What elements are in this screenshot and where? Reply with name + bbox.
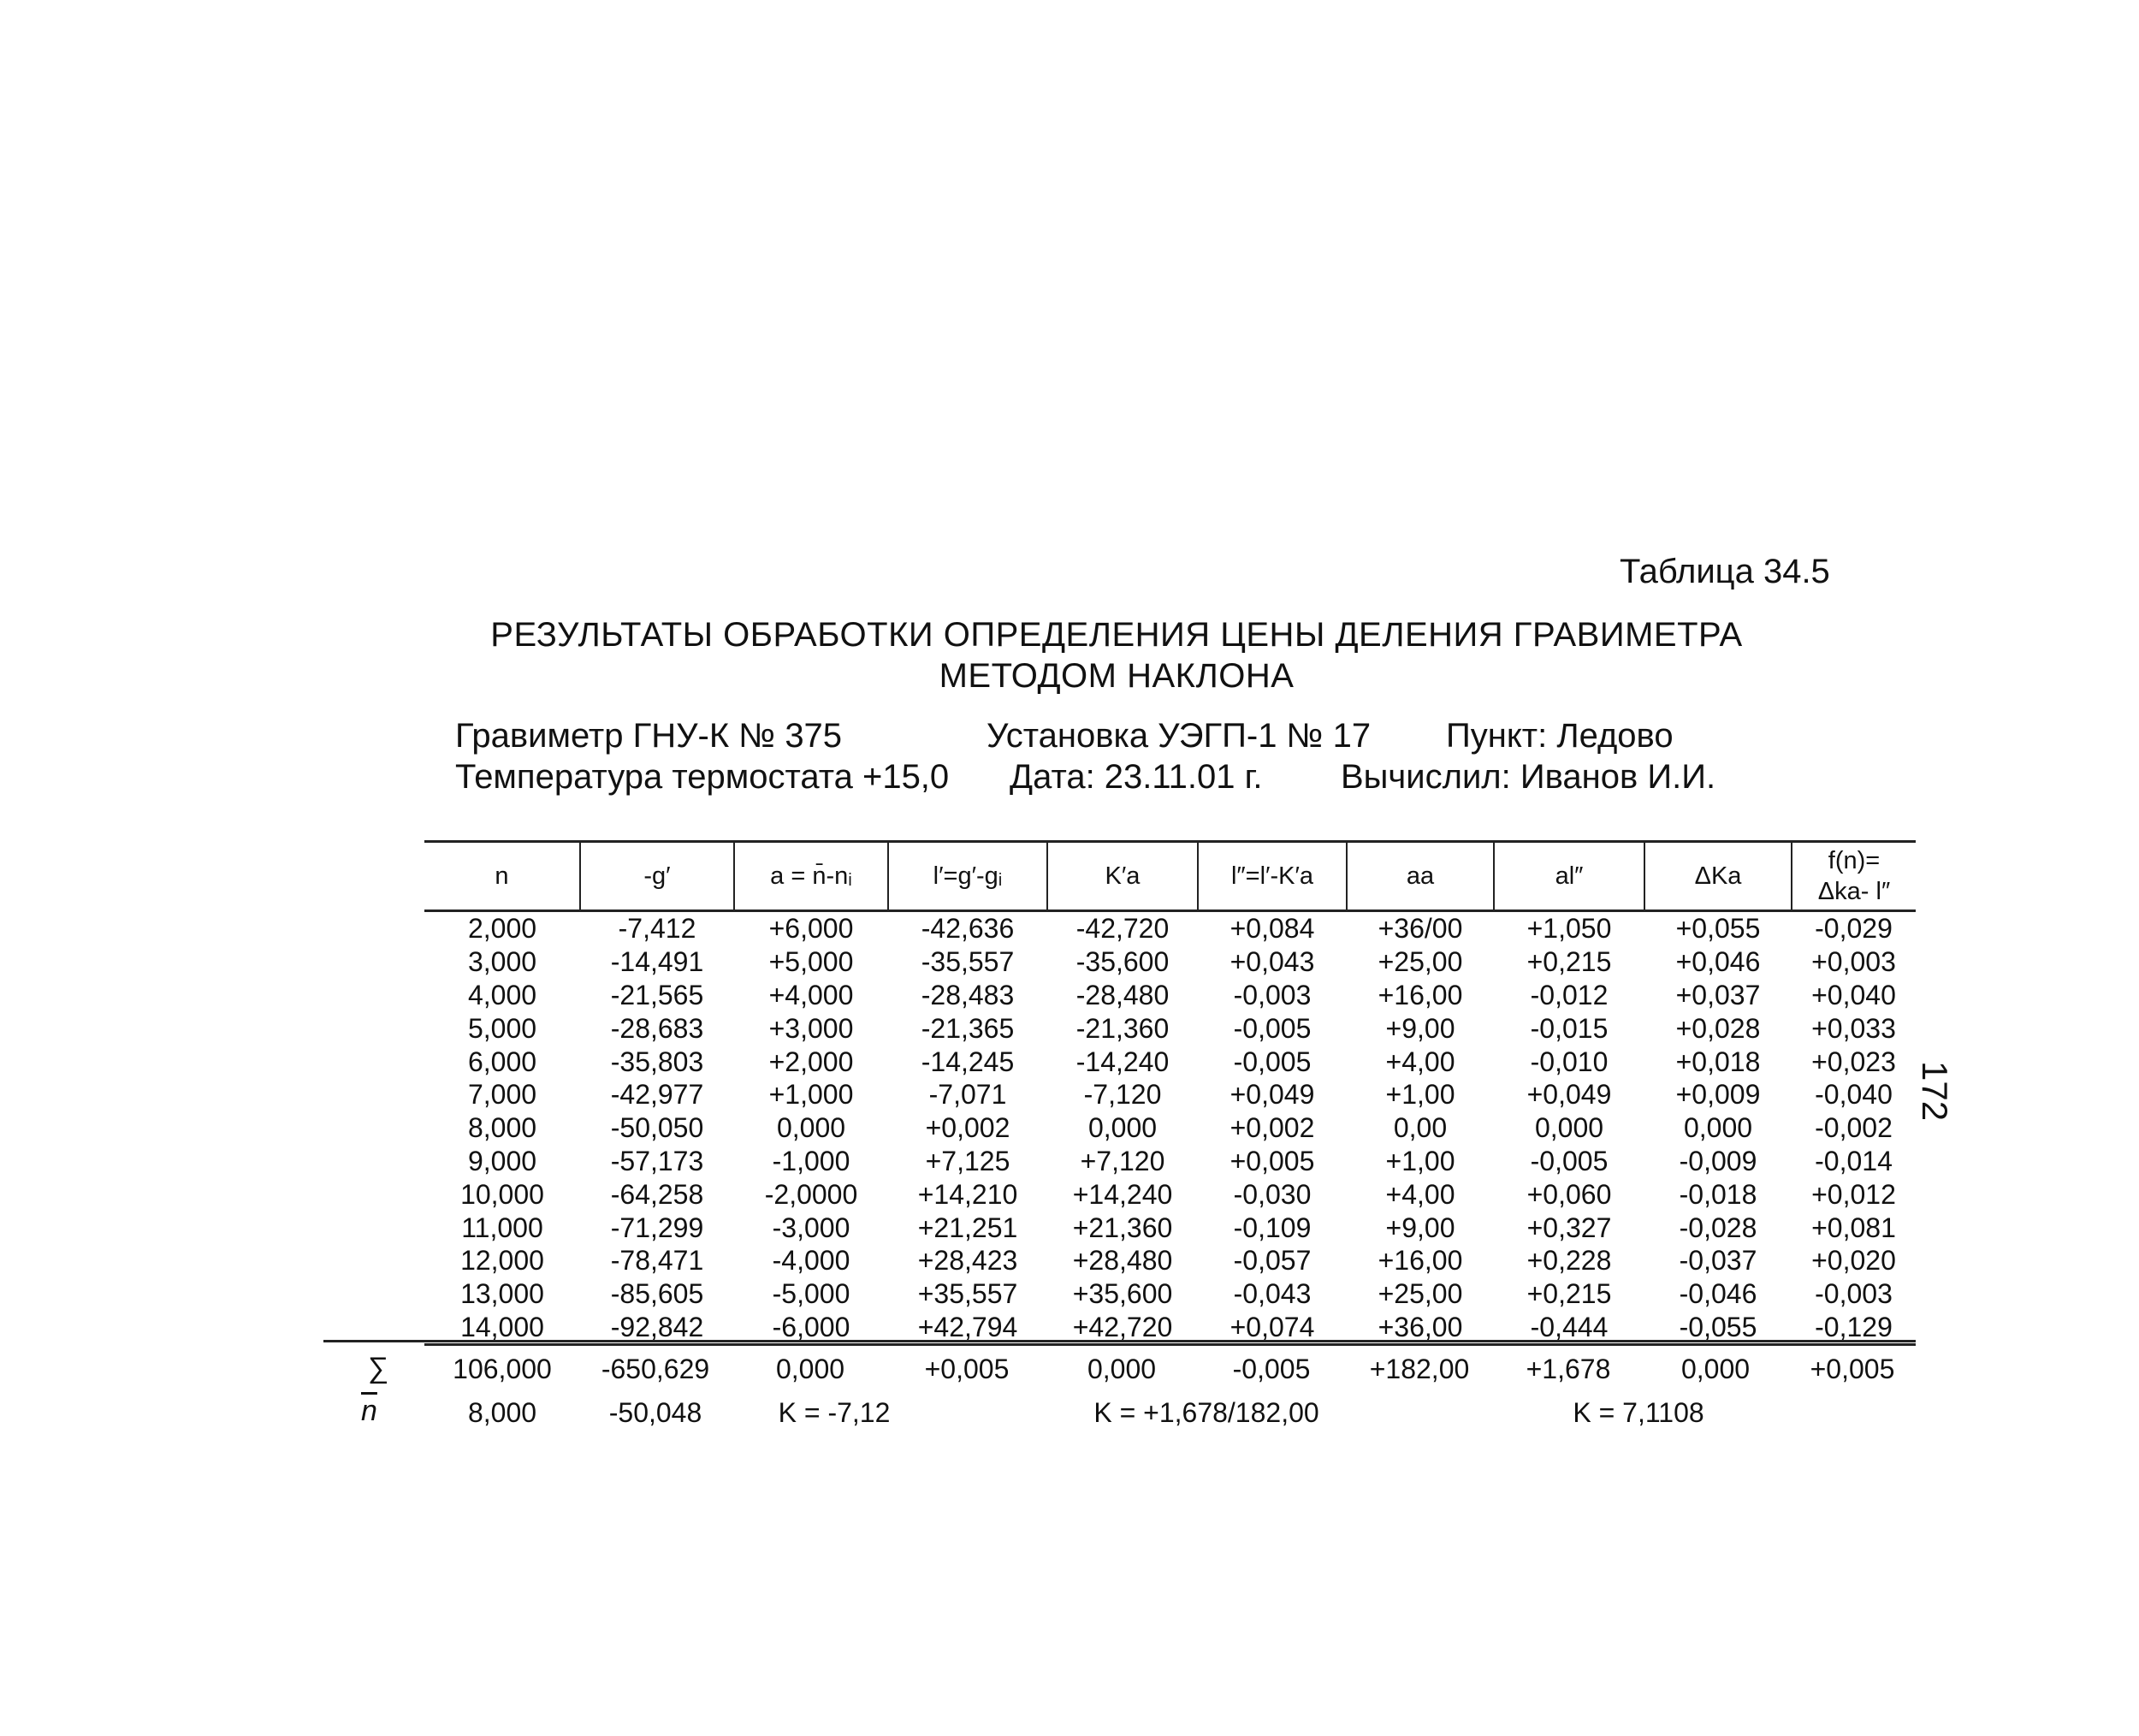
table-cell: -5,000 (772, 1278, 850, 1310)
table-cell: +0,084 (1229, 913, 1315, 945)
table-cell: +4,00 (1385, 1046, 1455, 1077)
table-cell: +0,002 (1229, 1112, 1315, 1144)
title-line-1: РЕЗУЛЬТАТЫ ОБРАБОТКИ ОПРЕДЕЛЕНИЯ ЦЕНЫ ДЕЛЕНИЯ ГРАВИМЕТРА (490, 616, 1743, 654)
table-cell: +0,037 (1675, 979, 1761, 1010)
table-cell: +0,012 (1811, 1178, 1896, 1210)
table-cell: -0,012 (1530, 979, 1609, 1010)
date-info: Дата: 23.11.01 г. (1010, 758, 1263, 796)
table-cell: +0,228 (1526, 1245, 1612, 1277)
table-cell: +28,480 (1072, 1245, 1173, 1277)
table-cell: -0,444 (1494, 1311, 1644, 1345)
table-row (424, 1177, 1916, 1211)
table-cell: -4,000 (772, 1245, 850, 1277)
table-cell: +1,00 (1385, 1079, 1455, 1111)
table-row (424, 911, 1916, 945)
header-a: a = n̄-nᵢ (734, 842, 888, 911)
table-row (424, 1045, 1916, 1078)
table-cell: -92,842 (580, 1311, 734, 1345)
table-cell: -42,720 (1075, 913, 1170, 945)
table-cell: -7,071 (928, 1079, 1007, 1111)
header-ka: K′a (1047, 842, 1198, 911)
table-cell: +0,003 (1811, 946, 1896, 978)
table-cell: +21,360 (1072, 1212, 1173, 1243)
table-cell: +0,028 (1675, 1012, 1761, 1044)
table-cell: -3,000 (772, 1212, 850, 1243)
table-cell: -64,258 (610, 1178, 704, 1210)
table-cell: +0,049 (1229, 1079, 1315, 1111)
table-cell: -0,029 (1815, 913, 1893, 945)
table-cell: -57,173 (610, 1145, 704, 1176)
table-cell: +1,000 (768, 1079, 854, 1111)
table-cell: -42,977 (610, 1079, 704, 1111)
table-cell: -85,605 (610, 1278, 704, 1310)
table-cell: -0,043 (1233, 1278, 1312, 1310)
sum-cell: +0,005 (1810, 1354, 1895, 1384)
table-cell: 6,000 (467, 1046, 537, 1077)
table-row (424, 979, 1916, 1012)
table-cell: +7,120 (1080, 1145, 1165, 1176)
page-number: 172 (1915, 1061, 1955, 1122)
table-cell: +0,215 (1526, 946, 1612, 978)
table-cell: 7,000 (467, 1079, 537, 1111)
header-l2: l″=l′-K′a (1198, 842, 1347, 911)
table-cell: -0,009 (1679, 1145, 1757, 1176)
table-cell: -0,030 (1233, 1178, 1312, 1210)
table-cell: -35,600 (1075, 946, 1170, 978)
temperature-info: Температура термостата +15,0 (455, 758, 950, 796)
mean-g: -50,048 (608, 1397, 702, 1428)
sum-cell: +0,005 (924, 1354, 1010, 1384)
table-cell: -0,003 (1815, 1278, 1893, 1310)
table-cell: +4,00 (1385, 1178, 1455, 1210)
table-cell: +25,00 (1378, 1278, 1463, 1310)
table-cell: -28,480 (1075, 979, 1170, 1010)
table-cell: -0,002 (1815, 1112, 1893, 1144)
table-cell: -0,005 (1530, 1145, 1609, 1176)
table-cell: +4,000 (768, 979, 854, 1010)
table-cell: -0,015 (1530, 1012, 1609, 1044)
header-fn (1792, 842, 1916, 911)
table-row (424, 1277, 1916, 1311)
table-cell: -0,040 (1815, 1079, 1893, 1111)
table-cell: +42,720 (1047, 1311, 1198, 1345)
title-line-2: МЕТОДОМ НАКЛОНА (939, 657, 1295, 695)
table-cell: -28,483 (921, 979, 1015, 1010)
table-cell: -14,491 (610, 946, 704, 978)
table-cell: 2,000 (467, 913, 537, 945)
table-cell: +3,000 (768, 1012, 854, 1044)
header-dka: ΔKa (1644, 842, 1792, 911)
table-cell: +0,009 (1675, 1079, 1761, 1111)
table-cell: +0,040 (1811, 979, 1896, 1010)
results-table (424, 840, 1916, 1346)
table-row (424, 1145, 1916, 1178)
sum-cell: 0,000 (1680, 1354, 1751, 1384)
table-cell: +36/00 (1378, 913, 1463, 945)
table-cell: 3,000 (467, 946, 537, 978)
sum-cell: 0,000 (1087, 1354, 1157, 1384)
table-cell: -0,003 (1233, 979, 1312, 1010)
k-estimate-1: K = -7,12 (778, 1397, 891, 1428)
table-cell: 11,000 (461, 1212, 543, 1243)
table-cell: -0,055 (1644, 1311, 1792, 1345)
sum-cell: 106,000 (453, 1354, 552, 1384)
mean-n: 8,000 (467, 1397, 537, 1428)
table-cell: -21,360 (1075, 1012, 1170, 1044)
table-cell: -6,000 (734, 1311, 888, 1345)
table-row (424, 945, 1916, 979)
sum-cell: +182,00 (1369, 1354, 1470, 1384)
table-label: Таблица 34.5 (1620, 553, 1830, 590)
table-cell: -0,005 (1233, 1012, 1312, 1044)
table-cell: 0,000 (776, 1112, 846, 1144)
table-cell: -35,803 (610, 1046, 704, 1077)
table-cell: +0,055 (1675, 913, 1761, 945)
table-cell: +0,046 (1675, 946, 1761, 978)
table-cell: 0,000 (1534, 1112, 1604, 1144)
table-cell: +0,215 (1526, 1278, 1612, 1310)
table-cell: +2,000 (768, 1046, 854, 1077)
table-cell: -0,057 (1233, 1245, 1312, 1277)
table-cell: 12,000 (460, 1245, 544, 1277)
table-cell: +0,081 (1811, 1212, 1896, 1243)
table-cell: -0,010 (1530, 1046, 1609, 1077)
table-cell: -0,014 (1815, 1145, 1893, 1176)
sum-symbol: ∑ (368, 1352, 389, 1384)
table-row (424, 1011, 1916, 1045)
table-cell: 0,000 (1683, 1112, 1753, 1144)
table-cell: -7,120 (1083, 1079, 1162, 1111)
header-l1: l′=g′-gᵢ (888, 842, 1047, 911)
header-aa: aa (1347, 842, 1494, 911)
sum-cell: +1,678 (1526, 1354, 1611, 1384)
header-al: al″ (1494, 842, 1644, 911)
table-cell: -14,240 (1075, 1046, 1170, 1077)
table-cell: +6,000 (768, 913, 854, 945)
table-cell: +28,423 (917, 1245, 1018, 1277)
gravimeter-info: Гравиметр ГНУ-К № 375 (455, 717, 843, 755)
table-cell: -0,046 (1679, 1278, 1757, 1310)
table-cell: +1,050 (1526, 913, 1612, 945)
table-cell: +0,005 (1229, 1145, 1315, 1176)
table-cell: +0,020 (1811, 1245, 1896, 1277)
table-cell: +16,00 (1378, 979, 1463, 1010)
table-cell: +0,033 (1811, 1012, 1896, 1044)
table-cell: 8,000 (467, 1112, 537, 1144)
table-cell: +1,00 (1385, 1145, 1455, 1176)
table-cell: 5,000 (467, 1012, 537, 1044)
table-cell: -42,636 (921, 913, 1015, 945)
table-cell: +5,000 (768, 946, 854, 978)
table-cell: 13,000 (460, 1278, 544, 1310)
header-fn-line1: f(n)= (1828, 847, 1881, 874)
table-cell: +0,060 (1526, 1178, 1612, 1210)
table-cell: -14,245 (921, 1046, 1015, 1077)
table-cell: +0,049 (1526, 1079, 1612, 1111)
header-fn-line2: Δka- l″ (1817, 878, 1891, 905)
table-cell: -50,050 (610, 1112, 704, 1144)
table-cell: +14,210 (917, 1178, 1018, 1210)
table-cell: 0,000 (1087, 1112, 1158, 1144)
table-cell: +25,00 (1378, 946, 1463, 978)
mean-symbol: $\overline{n}$ (361, 1395, 377, 1427)
table-cell: +9,00 (1385, 1012, 1455, 1044)
table-cell: -0,005 (1233, 1046, 1312, 1077)
table-cell: +42,794 (888, 1311, 1047, 1345)
table-cell: -0,028 (1679, 1212, 1757, 1243)
table-header-row (424, 842, 1916, 911)
table-cell: +0,023 (1811, 1046, 1896, 1077)
table-cell: -2,0000 (764, 1178, 858, 1210)
table-cell: +35,557 (917, 1278, 1018, 1310)
table-cell: -21,365 (921, 1012, 1015, 1044)
table-cell: 10,000 (460, 1178, 544, 1210)
table-cell: +0,018 (1675, 1046, 1761, 1077)
table-row (424, 1078, 1916, 1111)
table-cell: 14,000 (424, 1311, 580, 1345)
table-cell: +0,002 (925, 1112, 1010, 1144)
table-cell: -78,471 (610, 1245, 704, 1277)
sum-divider (323, 1340, 1916, 1342)
table-cell: +14,240 (1072, 1178, 1173, 1210)
table-cell: -0,018 (1679, 1178, 1757, 1210)
table-cell: +35,600 (1072, 1278, 1173, 1310)
table-row (424, 1111, 1916, 1145)
table-row (424, 1244, 1916, 1277)
table-cell: +21,251 (917, 1212, 1018, 1243)
table-cell: +0,043 (1229, 946, 1315, 978)
table-cell: +7,125 (925, 1145, 1010, 1176)
table-row (424, 1211, 1916, 1244)
table-cell: -0,109 (1233, 1212, 1312, 1243)
table-cell: -7,412 (618, 913, 696, 945)
table-cell: -21,565 (610, 979, 704, 1010)
computed-by-info: Вычислил: Иванов И.И. (1341, 758, 1716, 796)
table-cell: -35,557 (921, 946, 1015, 978)
table-cell: -0,037 (1679, 1245, 1757, 1277)
table-cell: -71,299 (610, 1212, 704, 1243)
k-estimate-3: K = 7,1108 (1573, 1397, 1704, 1428)
header-n: n (495, 862, 509, 890)
k-estimate-2: K = +1,678/182,00 (1093, 1397, 1319, 1428)
table-cell: +9,00 (1385, 1212, 1455, 1243)
table-cell: +0,327 (1526, 1212, 1612, 1243)
table-cell: 0,00 (1393, 1112, 1448, 1144)
installation-info: Установка УЭГП-1 № 17 (987, 717, 1372, 755)
sum-cell: 0,000 (775, 1354, 845, 1384)
table-cell: 4,000 (467, 979, 537, 1010)
sum-cell: -0,005 (1232, 1354, 1311, 1384)
table-cell: +0,074 (1198, 1311, 1347, 1345)
table-cell: 9,000 (467, 1145, 537, 1176)
point-info: Пункт: Ледово (1446, 717, 1674, 755)
table-cell: -28,683 (610, 1012, 704, 1044)
table-cell: +16,00 (1378, 1245, 1463, 1277)
table-cell: -0,129 (1792, 1311, 1916, 1345)
table-cell: +36,00 (1347, 1311, 1494, 1345)
table-cell: -1,000 (772, 1145, 850, 1176)
sum-cell: -650,629 (601, 1354, 710, 1384)
header-g: -g′ (580, 842, 734, 911)
